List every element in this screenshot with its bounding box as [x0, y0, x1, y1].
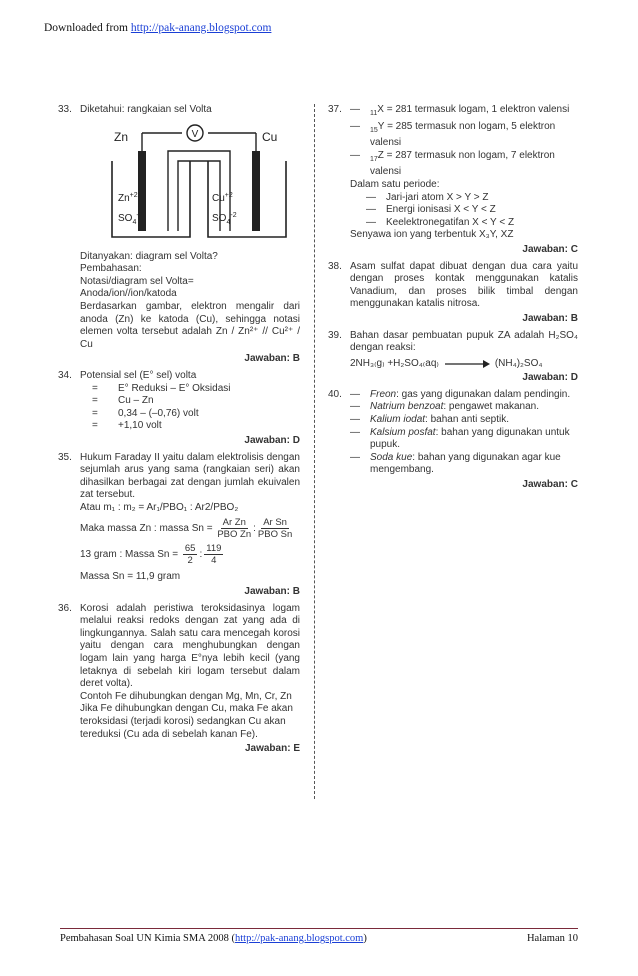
left-anion: SO: [118, 212, 133, 224]
compound-line: Senyawa ion yang terbentuk X₃Y, XZ: [350, 229, 514, 241]
gram-equation: 13 gram : Massa Sn = $\frac{65}{2}$ : $\frac{119}{4}$: [80, 543, 222, 567]
anode-label: Zn: [114, 129, 129, 144]
equation-row: = +1,10 volt: [92, 420, 162, 432]
question-36: [58, 603, 300, 756]
svg-text:SO4-2: $SO_4^{-2}$: [212, 211, 237, 226]
question-line: Notasi/diagram sel Volta=: [80, 275, 194, 287]
periode-item: — Keelektronegatifan X < Y < Z: [366, 216, 515, 228]
result-line: Massa Sn = 11,9 gram: [80, 571, 181, 583]
right-ion: Cu: [212, 192, 225, 204]
page-number: Halaman 10: [526, 933, 578, 944]
question-number: 35.: [58, 451, 72, 463]
equation-row: = Cu – Zn: [92, 395, 154, 407]
question-line: Pembahasan:: [80, 263, 142, 275]
equation-row: = 0,34 – (–0,76) volt: [92, 407, 199, 419]
svg-text:Cu+2: $Cu^{+2}$: [212, 191, 233, 204]
right-anion: SO: [212, 212, 227, 224]
cathode-label: Cu: [262, 129, 278, 144]
periode-label: Dalam satu periode:: [350, 178, 440, 190]
voltmeter-label: V: [191, 128, 199, 140]
question-37: [328, 104, 578, 257]
zinc-electrode: [138, 151, 146, 231]
question-34: [58, 370, 300, 448]
list-item: — Soda kue: bahan yang digunakan agar kue mengembang.: [350, 451, 561, 476]
question-number: 36.: [58, 602, 72, 614]
question-body: Hukum Faraday II yaitu dalam elektrolisis dengan sejumlah arus yang sama (rangkaian seri) akan dihasilkan berbagai zat dengan jumlah ekuivalen zat tersebut.: [80, 451, 300, 501]
equation-row: = E° Reduksi – E° Oksidasi: [92, 382, 231, 394]
volta-cell-diagram: [108, 121, 288, 245]
page-footer: [60, 928, 578, 944]
question-33: [58, 104, 300, 366]
reaction-equation: [350, 358, 578, 371]
mass-ratio-equation: Maka massa Zn : massa Sn = $\frac{\text{Ar Zn}}{\text{PBO Zn}}$ : $\frac{\text{Ar Sn}}{\text{PBO Sn}}$: [80, 517, 293, 541]
question-body: Asam sulfat dapat dibuat dengan dua cara yaitu dengan proses kontak menggunakan katalis Vanadium, dan proses bilik timbal dengan menggunakan katalis nitrosa.: [350, 260, 578, 310]
answer-label: Jawaban: D: [244, 434, 300, 446]
header-prefix: Downloaded from: [44, 22, 128, 34]
reaction-arrow-icon: [443, 359, 491, 369]
periode-item: — Jari-jari atom X > Y > Z: [366, 191, 489, 203]
answer-label: Jawaban: E: [244, 743, 300, 755]
question-number: 34.: [58, 369, 72, 381]
question-number: 40.: [328, 388, 342, 400]
right-column: [328, 104, 578, 496]
answer-label: Jawaban: B: [244, 586, 300, 598]
answer-label: Jawaban: C: [522, 479, 578, 491]
answer-label: Jawaban: C: [522, 243, 578, 255]
question-number: 39.: [328, 329, 342, 341]
element-z-line: — $_{17}$Z = 287 termasuk non logam, 7 elektron valensi: [350, 149, 555, 178]
question-number: 33.: [58, 104, 72, 115]
question-body: Berdasarkan gambar, elektron mengalir dari anoda (Zn) ke katoda (Cu), sehingga notasi elemen volta tersebut adalah Zn / Zn²⁺ // Cu²⁺ / Cu: [80, 300, 300, 350]
left-column: [58, 104, 300, 760]
question-number: 37.: [328, 104, 342, 115]
question-line: Ditanyakan: diagram sel Volta?: [80, 250, 218, 262]
list-item: — Kalium iodat: bahan anti septik.: [350, 414, 509, 426]
answer-label: Jawaban: D: [522, 372, 578, 384]
question-number: 38.: [328, 260, 342, 272]
question-40: [328, 389, 578, 492]
question-39: [328, 330, 578, 385]
element-x-line: — $_{11}$X = 281 termasuk logam, 1 elektron valensi: [350, 104, 570, 117]
question-title: Potensial sel (E° sel) volta: [80, 369, 197, 381]
column-divider: [314, 104, 315, 799]
page-header: [44, 22, 271, 34]
svg-text:Zn+2: $Zn^{+2}$: [118, 191, 138, 204]
question-line: Jika Fe dihubungkan dengan Cu, maka Fe akan teroksidasi (terjadi korosi) sedangkan Cu akan tereduksi (Cu ada di sebelah kanan Fe).: [80, 703, 293, 740]
svg-text:SO4-2: $SO_4^{-2}$: [118, 211, 143, 226]
copper-electrode: [252, 151, 260, 231]
element-y-line: — $_{15}$Y = 285 termasuk non logam, 5 elektron valensi: [350, 120, 556, 149]
answer-label: Jawaban: B: [244, 353, 300, 365]
question-line: Contoh Fe dihubungkan dengan Mg, Mn, Cr, Zn: [80, 690, 292, 702]
list-item: — Kalsium posfat: bahan yang digunakan untuk pupuk.: [350, 426, 570, 451]
product: (NH₄)₂SO₄: [494, 357, 543, 369]
reactants: 2NH₃₍g₎ +H₂SO₄₍aq₎: [350, 357, 439, 369]
question-title: Diketahui: rangkaian sel Volta: [80, 104, 212, 115]
answer-label: Jawaban: B: [522, 312, 578, 324]
question-body: Korosi adalah peristiwa teroksidasinya logam melalui reaksi redoks dengan zat yang ada di lingkungannya. Salah satu cara mencegah korosi yaitu dengan cara menghubungkan dengan logam lain yang harga E°nya lebih kecil (yang letaknya di sebelah kiri logam tersebut dalam deret volta).: [80, 602, 300, 690]
list-item: — Natrium benzoat: pengawet makanan.: [350, 401, 539, 413]
footer-source: Pembahasan Soal UN Kimia SMA 2008 (http://pak-anang.blogspot.com): [60, 933, 367, 944]
list-item: — Freon: gas yang digunakan dalam pendingin.: [350, 388, 571, 400]
left-ion: Zn: [118, 192, 130, 204]
ratio-line: Atau m₁ : m₂ = Ar₁/PBO₁ : Ar2/PBO₂: [80, 501, 239, 513]
question-body: Bahan dasar pembuatan pupuk ZA adalah H₂SO₄ dengan reaksi:: [350, 329, 578, 354]
periode-item: — Energi ionisasi X < Y < Z: [366, 204, 496, 216]
question-38: [328, 261, 578, 326]
footer-link[interactable]: http://pak-anang.blogspot.com: [235, 933, 364, 944]
header-link[interactable]: http://pak-anang.blogspot.com: [130, 22, 272, 34]
question-35: [58, 452, 300, 599]
question-line: Anoda/ion//ion/katoda: [80, 288, 177, 300]
